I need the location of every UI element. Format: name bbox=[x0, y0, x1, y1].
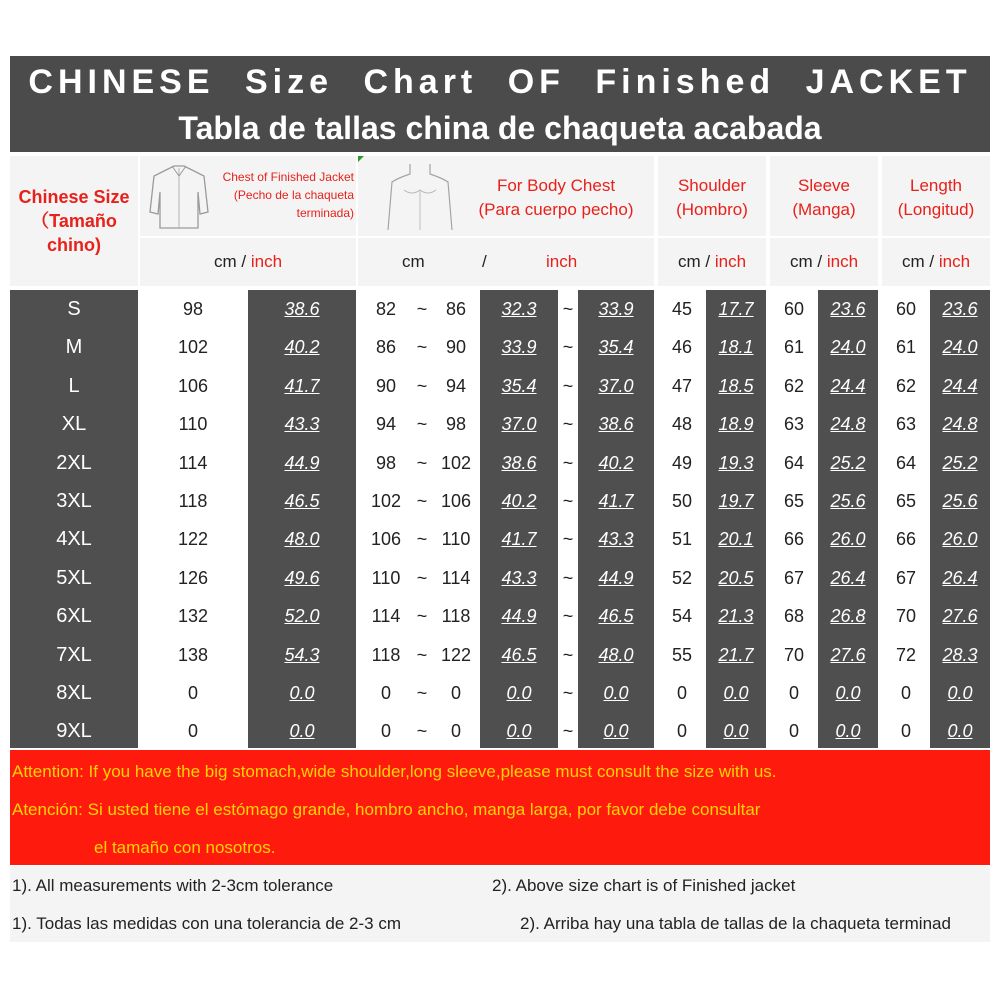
range-tilde: ~ bbox=[416, 337, 428, 358]
shoulder-cm-cell: 50 bbox=[671, 491, 693, 511]
body-min-inch-cell: 0.0 bbox=[506, 683, 532, 703]
shoulder-inch-cell: 20.5 bbox=[718, 567, 754, 588]
body-min-inch-cell: 41.7 bbox=[501, 529, 537, 550]
range-tilde: ~ bbox=[562, 491, 574, 511]
length-cm-cell: 65 bbox=[895, 491, 917, 511]
range-tilde: ~ bbox=[416, 452, 428, 473]
jacket-chest-line: (Pecho de la chaqueta bbox=[233, 188, 354, 202]
body-min-cm-cell: 94 bbox=[375, 414, 397, 435]
length-inch-cell: 23.6 bbox=[942, 299, 978, 319]
chest-inch-cell: 44.9 bbox=[284, 452, 320, 473]
sleeve-units bbox=[770, 238, 878, 286]
sleeve-inch-cell: 24.8 bbox=[830, 414, 866, 435]
range-tilde: ~ bbox=[416, 414, 428, 435]
chest-inch-cell: 49.6 bbox=[284, 567, 320, 588]
shoulder-inch-cell: 18.9 bbox=[718, 414, 754, 435]
body-min-cm-cell: 98 bbox=[375, 452, 397, 473]
length-inch-cell: 24.4 bbox=[942, 375, 978, 396]
sleeve-cm-cell: 70 bbox=[783, 644, 805, 665]
sleeve-inch-cell: 26.8 bbox=[830, 606, 866, 627]
length-cm-cell: 67 bbox=[895, 567, 917, 588]
body-min-inch-cell: 46.5 bbox=[501, 644, 537, 665]
chest-inch-cell: 38.6 bbox=[284, 299, 320, 319]
sleeve-inch-cell: 0.0 bbox=[835, 683, 861, 703]
shoulder-line: (Hombro) bbox=[676, 200, 748, 219]
shoulder-inch-cell: 19.3 bbox=[718, 452, 754, 473]
chest-inch-cell: 41.7 bbox=[284, 375, 320, 396]
body-max-inch-cell: 33.9 bbox=[598, 299, 634, 319]
attention-line-en: Attention: If you have the big stomach,wide shoulder,long sleeve,please must consult the size with us. bbox=[12, 762, 777, 781]
sleeve-cm-cell: 0 bbox=[788, 721, 799, 742]
length-cm-cell: 62 bbox=[895, 375, 917, 396]
length-header bbox=[882, 156, 990, 236]
range-tilde: ~ bbox=[416, 644, 428, 665]
shoulder-inch-cell: 0.0 bbox=[723, 721, 749, 742]
size-cell: 8XL bbox=[56, 682, 92, 704]
chest-cm-cell: 122 bbox=[177, 529, 209, 550]
shoulder-cm-cell: 47 bbox=[671, 375, 693, 396]
sleeve-line: Sleeve bbox=[798, 176, 850, 195]
sleeve-inch-cell: 26.0 bbox=[830, 529, 866, 550]
body-min-cm-cell: 102 bbox=[370, 491, 402, 511]
size-cell: M bbox=[65, 336, 83, 359]
shoulder-line: Shoulder bbox=[677, 176, 747, 195]
shoulder-inch-cell: 21.3 bbox=[718, 606, 754, 627]
body-min-inch-cell: 32.3 bbox=[501, 299, 537, 319]
shoulder-cm-cell: 45 bbox=[671, 299, 693, 319]
size-cell: 2XL bbox=[56, 451, 92, 474]
unit-slash: / bbox=[241, 252, 247, 271]
length-cm-cell: 72 bbox=[895, 644, 917, 665]
unit-cm: cm bbox=[789, 252, 813, 271]
sleeve-inch-cell: 26.4 bbox=[830, 567, 866, 588]
body-max-cm-cell: 114 bbox=[441, 567, 471, 588]
length-inch-cell: 24.0 bbox=[942, 337, 978, 358]
body-max-cm-cell: 118 bbox=[441, 606, 471, 627]
body-min-inch-cell: 35.4 bbox=[501, 375, 537, 396]
unit-cm: cm bbox=[677, 252, 701, 271]
length-inch-cell: 24.8 bbox=[942, 414, 978, 435]
unit-slash: / bbox=[929, 252, 935, 271]
page-title: CHINESE Size Chart OF Finished JACKET bbox=[28, 63, 972, 101]
size-cell: XL bbox=[61, 413, 87, 436]
chest-inch-cell: 46.5 bbox=[284, 491, 320, 511]
sleeve-cm-cell: 61 bbox=[783, 337, 805, 358]
unit-inch: inch bbox=[826, 252, 859, 271]
jacket-chest-label bbox=[200, 168, 354, 222]
length-inch-cell: 28.3 bbox=[942, 644, 978, 665]
body-min-cm-cell: 106 bbox=[370, 529, 402, 550]
sleeve-cm-cell: 63 bbox=[783, 414, 805, 435]
shoulder-cm-cell: 0 bbox=[676, 721, 687, 742]
body-max-inch-cell: 46.5 bbox=[598, 606, 634, 627]
sleeve-cm-cell: 64 bbox=[783, 452, 805, 473]
body-min-cm-cell: 0 bbox=[380, 721, 391, 742]
range-tilde: ~ bbox=[416, 567, 428, 588]
chest-cm-cell: 98 bbox=[182, 299, 204, 319]
chest-inch-cell: 54.3 bbox=[284, 644, 320, 665]
body-chest-line: For Body Chest bbox=[496, 176, 616, 195]
unit-inch: inch bbox=[546, 252, 578, 271]
unit-inch: inch bbox=[714, 252, 747, 271]
size-header-line: Chinese Size bbox=[18, 187, 130, 207]
shoulder-inch-cell: 20.1 bbox=[718, 529, 754, 550]
range-tilde: ~ bbox=[416, 375, 428, 396]
range-tilde: ~ bbox=[562, 299, 574, 319]
length-line: Length bbox=[910, 176, 962, 195]
length-line: (Longitud) bbox=[897, 200, 975, 219]
body-max-inch-cell: 0.0 bbox=[603, 683, 629, 703]
length-cm-cell: 0 bbox=[900, 721, 911, 742]
length-inch-cell: 27.6 bbox=[942, 606, 978, 627]
body-max-cm-cell: 122 bbox=[440, 644, 472, 665]
range-tilde: ~ bbox=[562, 529, 574, 550]
body-min-inch-cell: 44.9 bbox=[501, 606, 537, 627]
size-header-line: chino) bbox=[47, 235, 101, 255]
body-max-inch-cell: 44.9 bbox=[598, 567, 634, 588]
sleeve-inch-cell: 24.4 bbox=[830, 375, 866, 396]
note-tolerance-en: 1). All measurements with 2-3cm tolerance bbox=[12, 876, 334, 895]
body-max-cm-cell: 0 bbox=[450, 721, 461, 742]
chest-cm-cell: 0 bbox=[187, 721, 198, 742]
length-cm-cell: 0 bbox=[900, 683, 911, 703]
body-min-inch-cell: 37.0 bbox=[501, 414, 537, 435]
length-cm-cell: 70 bbox=[895, 606, 917, 627]
body-chest-line: (Para cuerpo pecho) bbox=[478, 200, 634, 219]
sleeve-cm-cell: 66 bbox=[783, 529, 805, 550]
length-inch-cell: 0.0 bbox=[947, 683, 973, 703]
range-tilde: ~ bbox=[416, 299, 428, 319]
length-cm-cell: 64 bbox=[895, 452, 917, 473]
chest-inch-cell: 0.0 bbox=[289, 721, 315, 742]
chest-inch-cell: 0.0 bbox=[289, 683, 315, 703]
body-min-cm-cell: 82 bbox=[375, 299, 397, 319]
shoulder-units bbox=[658, 238, 766, 286]
range-tilde: ~ bbox=[562, 414, 574, 435]
shoulder-cm-cell: 48 bbox=[671, 414, 693, 435]
body-min-inch-cell: 38.6 bbox=[501, 452, 537, 473]
sleeve-cm-cell: 68 bbox=[783, 606, 805, 627]
size-cell: 4XL bbox=[56, 528, 92, 551]
body-min-cm-cell: 90 bbox=[375, 375, 397, 396]
chest-inch-cell: 52.0 bbox=[284, 606, 320, 627]
body-chest-label bbox=[458, 174, 654, 222]
body-min-inch-cell: 40.2 bbox=[501, 491, 537, 511]
size-cell: 6XL bbox=[56, 605, 92, 628]
length-inch-cell: 25.2 bbox=[942, 452, 978, 473]
shoulder-cm-cell: 0 bbox=[676, 683, 687, 703]
body-min-inch-cell: 0.0 bbox=[506, 721, 532, 742]
sleeve-inch-cell: 23.6 bbox=[830, 299, 866, 319]
attention-banner bbox=[10, 750, 990, 865]
jacket-chest-units bbox=[140, 238, 356, 286]
body-max-cm-cell: 0 bbox=[450, 683, 461, 703]
length-inch-cell: 0.0 bbox=[947, 721, 973, 742]
body-max-inch-cell: 38.6 bbox=[598, 414, 634, 435]
body-min-cm-cell: 110 bbox=[371, 567, 401, 588]
unit-slash: / bbox=[705, 252, 711, 271]
jacket-chest-header bbox=[140, 156, 356, 236]
body-torso-icon bbox=[380, 160, 460, 234]
shoulder-header bbox=[658, 156, 766, 236]
jacket-chest-line: Chest of Finished Jacket bbox=[222, 170, 354, 184]
body-max-inch-cell: 37.0 bbox=[598, 375, 634, 396]
body-min-cm-cell: 0 bbox=[380, 683, 391, 703]
unit-slash: / bbox=[817, 252, 823, 271]
length-inch-cell: 26.0 bbox=[942, 529, 978, 550]
range-tilde: ~ bbox=[562, 683, 574, 703]
body-max-cm-cell: 102 bbox=[440, 452, 472, 473]
body-max-inch-cell: 35.4 bbox=[598, 337, 634, 358]
size-cell: 3XL bbox=[56, 490, 92, 512]
sleeve-header bbox=[770, 156, 878, 236]
shoulder-cm-cell: 54 bbox=[671, 606, 693, 627]
body-max-inch-cell: 48.0 bbox=[598, 644, 634, 665]
corner-mark-icon bbox=[358, 156, 364, 162]
body-max-cm-cell: 98 bbox=[445, 414, 467, 435]
sleeve-inch-cell: 24.0 bbox=[830, 337, 866, 358]
chest-inch-cell: 43.3 bbox=[284, 414, 320, 435]
sleeve-cm-cell: 60 bbox=[783, 299, 805, 319]
length-cm-cell: 63 bbox=[895, 414, 917, 435]
chest-inch-cell: 40.2 bbox=[284, 337, 320, 358]
unit-inch: inch bbox=[938, 252, 971, 271]
unit-cm: cm bbox=[213, 252, 237, 271]
body-max-cm-cell: 86 bbox=[445, 299, 467, 319]
size-cell: 9XL bbox=[56, 720, 92, 743]
shoulder-cm-cell: 49 bbox=[671, 452, 693, 473]
range-tilde: ~ bbox=[416, 491, 428, 511]
shoulder-cm-cell: 55 bbox=[671, 644, 693, 665]
shoulder-inch-cell: 0.0 bbox=[723, 683, 749, 703]
attention-line-es: Atención: Si usted tiene el estómago grande, hombro ancho, manga larga, por favor debe consultar bbox=[12, 800, 761, 819]
sleeve-inch-cell: 0.0 bbox=[835, 721, 861, 742]
body-min-cm-cell: 118 bbox=[371, 644, 401, 665]
body-max-inch-cell: 0.0 bbox=[603, 721, 629, 742]
range-tilde: ~ bbox=[562, 721, 574, 742]
size-column-header bbox=[10, 156, 138, 286]
range-tilde: ~ bbox=[416, 529, 428, 550]
size-cell: L bbox=[68, 374, 80, 397]
chest-cm-cell: 0 bbox=[187, 683, 198, 703]
jacket-chest-line: terminada) bbox=[296, 206, 354, 220]
body-max-cm-cell: 94 bbox=[445, 375, 467, 396]
chest-inch-cell: 48.0 bbox=[284, 529, 320, 550]
range-tilde: ~ bbox=[562, 375, 574, 396]
sleeve-inch-cell: 25.6 bbox=[830, 491, 866, 511]
note-tolerance-es: 1). Todas las medidas con una tolerancia de 2-3 cm bbox=[12, 914, 402, 933]
body-max-inch-cell: 40.2 bbox=[598, 452, 634, 473]
body-min-cm-cell: 114 bbox=[371, 606, 401, 627]
page-subtitle: Tabla de tallas china de chaqueta acabada bbox=[178, 110, 822, 146]
length-units bbox=[882, 238, 990, 286]
sleeve-cm-cell: 65 bbox=[783, 491, 805, 511]
sleeve-cm-cell: 62 bbox=[783, 375, 805, 396]
note-finished-en: 2). Above size chart is of Finished jacket bbox=[492, 876, 796, 895]
range-tilde: ~ bbox=[416, 683, 428, 703]
range-tilde: ~ bbox=[562, 337, 574, 358]
body-chest-units bbox=[358, 238, 654, 286]
unit-cm: cm bbox=[402, 252, 425, 271]
range-tilde: ~ bbox=[416, 606, 428, 627]
range-tilde: ~ bbox=[416, 721, 428, 742]
chest-cm-cell: 132 bbox=[177, 606, 209, 627]
body-min-inch-cell: 33.9 bbox=[501, 337, 537, 358]
size-cell: 7XL bbox=[56, 643, 92, 666]
sleeve-cm-cell: 0 bbox=[788, 683, 799, 703]
length-inch-cell: 25.6 bbox=[942, 491, 978, 511]
sleeve-inch-cell: 25.2 bbox=[830, 452, 866, 473]
body-chest-header bbox=[358, 156, 654, 236]
sleeve-line: (Manga) bbox=[792, 200, 856, 219]
body-max-inch-cell: 41.7 bbox=[598, 491, 634, 511]
unit-cm: cm bbox=[901, 252, 925, 271]
sleeve-cm-cell: 67 bbox=[783, 567, 805, 588]
body-min-inch-cell: 43.3 bbox=[501, 567, 537, 588]
length-inch-cell: 26.4 bbox=[942, 567, 978, 588]
shoulder-cm-cell: 52 bbox=[671, 567, 693, 588]
body-max-inch-cell: 43.3 bbox=[598, 529, 634, 550]
chest-cm-cell: 138 bbox=[177, 644, 209, 665]
shoulder-inch-cell: 18.1 bbox=[718, 337, 754, 358]
body-max-cm-cell: 106 bbox=[440, 491, 472, 511]
length-cm-cell: 61 bbox=[895, 337, 917, 358]
body-max-cm-cell: 110 bbox=[441, 529, 471, 550]
chest-cm-cell: 114 bbox=[178, 452, 208, 473]
range-tilde: ~ bbox=[562, 567, 574, 588]
shoulder-inch-cell: 18.5 bbox=[718, 375, 754, 396]
shoulder-inch-cell: 19.7 bbox=[718, 491, 754, 511]
shoulder-cm-cell: 51 bbox=[671, 529, 693, 550]
body-min-cm-cell: 86 bbox=[375, 337, 397, 358]
unit-inch: inch bbox=[250, 252, 283, 271]
sleeve-inch-cell: 27.6 bbox=[830, 644, 866, 665]
shoulder-cm-cell: 46 bbox=[671, 337, 693, 358]
size-cell: 5XL bbox=[56, 566, 92, 589]
length-cm-cell: 60 bbox=[895, 299, 917, 319]
chest-cm-cell: 102 bbox=[177, 337, 209, 358]
range-tilde: ~ bbox=[562, 452, 574, 473]
attention-line-es-cont: el tamaño con nosotros. bbox=[94, 838, 276, 857]
range-tilde: ~ bbox=[562, 644, 574, 665]
body-max-cm-cell: 90 bbox=[445, 337, 467, 358]
length-cm-cell: 66 bbox=[895, 529, 917, 550]
chest-cm-cell: 106 bbox=[177, 375, 209, 396]
chest-cm-cell: 110 bbox=[178, 414, 208, 435]
size-header-line: （Tamaño bbox=[31, 211, 117, 231]
shoulder-inch-cell: 17.7 bbox=[718, 299, 754, 319]
range-tilde: ~ bbox=[562, 606, 574, 627]
shoulder-inch-cell: 21.7 bbox=[718, 644, 754, 665]
note-finished-es: 2). Arriba hay una tabla de tallas de la chaqueta terminad bbox=[520, 914, 951, 933]
size-cell: S bbox=[67, 298, 81, 320]
chest-cm-cell: 118 bbox=[178, 491, 208, 511]
unit-slash: / bbox=[482, 252, 487, 271]
chest-cm-cell: 126 bbox=[177, 567, 209, 588]
